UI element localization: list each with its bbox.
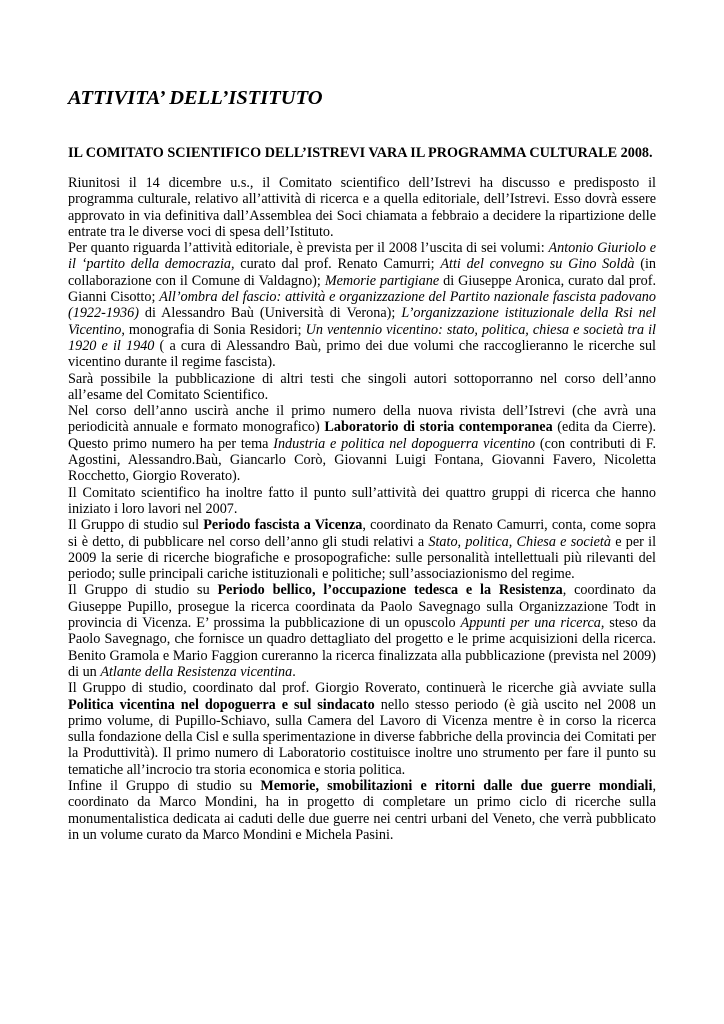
italic-title-text: Industria e politica nel dopoguerra vicentino [273,435,536,452]
paragraph-text: Il Gruppo di studio, coordinato dal prof. Giorgio Roverato, continuerà le ricerche già avviate sulla [68,680,656,697]
italic-title-text: Un ventennio vicentino: stato, politica, chiesa e società tra il 1920 e il 1940 [68,321,656,354]
paragraph-text: e per il 2009 la serie di ricerche biografiche e prosopografiche: sulle personalità intellettuali più rilevanti del periodo; sulle principali cariche istituzionali e politiche; sull’associazionismo del regime. [68,533,657,583]
paragraph [68,175,656,240]
paragraph [68,680,656,778]
paragraph-text: nello stesso periodo (è già uscito nel 2008 un primo volume, di Pupillo-Schiavo, sulla Camera del Lavoro di Vicenza mentre è in corso la ricerca sulla fondazione della Cisl e sulla sperimentazione in diverse fabbriche della provincia dei Comitati per la Produttività). Il primo numero di Laboratorio costituisce inoltre uno strumento per fare il punto su tematiche all’incrocio tra storia economica e storia politica. [68,696,656,778]
italic-title-text: Stato, politica, Chiesa e società [428,533,611,550]
paragraph [68,403,656,484]
paragraph-text: di Giuseppe Aronica, curato dal prof. Gianni Cisotto; [68,272,656,306]
paragraph [68,517,656,582]
italic-title-text: Antonio Giuriolo e il ‘partito della democrazia [68,240,656,273]
paragraph-text: (con contributi di F. Agostini, Alessandro.Baù, Giancarlo Corò, Giovanni Luigi Fontana, Giovanni Favero, Nicoletta Rocchetto, Giorgio Roverato). [68,435,656,485]
bold-topic-text: Periodo fascista a Vicenza [203,517,363,534]
paragraph-text: Il Gruppo di studio sul [68,517,204,534]
italic-title-text: Atti del convegno su Gino Soldà [440,256,635,273]
italic-title-text: Appunti per una ricerca [460,615,601,632]
paragraph-text: , coordinato da Marco Mondini, ha in progetto di completare un primo ciclo di ricerche sulla monumentalistica dedicata ai caduti delle due guerre nei centri urbani del Veneto, che verrà pubblicato in un volume curato da Marco Mondini e Michela Pasini. [68,777,656,843]
paragraph-text: Sarà possibile la pubblicazione di altri testi che singoli autori sottoporranno nel corso dell’anno all’esame del Comitato Scientifico. [68,370,656,403]
italic-title-text: Memorie partigiane [324,272,440,289]
paragraph-text: , coordinato da Renato Camurri, conta, come sopra si è detto, di pubblicare nel corso dell’anno gli studi relativi a [68,517,656,550]
paragraph-text: Il Comitato scientifico ha inoltre fatto il punto sull’attività dei quattro gruppi di ricerca che hanno iniziato i loro lavori nel 2007. [68,484,656,517]
paragraph-text: Per quanto riguarda l’attività editoriale, è prevista per il 2008 l’uscita di sei volumi: [68,240,549,257]
bold-topic-text: Periodo bellico, l’occupazione tedesca e la Resistenza [217,582,563,599]
paragraph-text: , curato dal prof. Renato Camurri; [231,256,441,273]
paragraph [68,778,656,843]
paragraph [68,371,656,404]
paragraph-text: (edita da Cierre). Questo primo numero ha per tema [68,419,656,452]
paragraph-text: , coordinato da Giuseppe Pupillo, prosegue la ricerca coordinata da Paolo Savegnago sulla Organizzazione Todt in provincia di Vicenza. E’ prossima la pubblicazione di un opuscolo [68,582,656,632]
bold-topic-text: Laboratorio di storia contemporanea [324,419,553,436]
paragraph-text: Il Gruppo di studio su [68,582,218,599]
bold-topic-text: Memorie, smobilitazioni e ritorni dalle due guerre mondiali [260,777,653,794]
italic-title-text: All’ombra del fascio: attività e organizzazione del Partito nazionale fascista padovano (1922-1936) [68,289,656,322]
italic-title-text: L’organizzazione istituzionale della Rsi nel Vicentino [68,305,656,338]
article-body [68,175,656,843]
paragraph [68,485,656,518]
paragraph-text: , monografia di Sonia Residori; [121,321,306,338]
paragraph-text: ( a cura di Alessandro Baù, primo dei due volumi che raccoglieranno le ricerche sul vicentino durante il regime fascista). [68,337,656,371]
bold-topic-text: Politica vicentina nel dopoguerra e sul sindacato [68,696,375,713]
paragraph-text: (in collaborazione con il Comune di Valdagno); [68,256,657,289]
paragraph-text: Riunitosi il 14 dicembre u.s., il Comitato scientifico dell’Istrevi ha discusso e predisposto il programma culturale, relativo all’attività di ricerca e a quella editoriale, dell’Istrevi. Esso dovrà essere approvato in via definitiva dall’Assemblea dei Soci chiamata a febbraio a decidere la ripartizione delle entrate tra le diverse voci di spesa dell’Istituto. [68,175,656,240]
paragraph [68,582,656,680]
paragraph-text: di Alessandro Baù (Università di Verona); [138,305,402,322]
section-title: ATTIVITA’ DELL’ISTITUTO [68,87,323,109]
article-heading: IL COMITATO SCIENTIFICO DELL’ISTREVI VARA IL PROGRAMMA CULTURALE 2008. [68,145,653,161]
paragraph-text: , steso da Paolo Savegnago, che fornisce un quadro dettagliato del progetto e le prime acquisizioni della ricerca. Benito Gramola e Mario Faggion cureranno la ricerca finalizzata alla pubblicazione (prevista nel 2009) di un [68,615,656,680]
italic-title-text: Atlante della Resistenza vicentina [100,663,293,680]
document-page [68,86,656,843]
paragraph-text: Infine il Gruppo di studio su [68,777,261,794]
paragraph-text: Nel corso dell’anno uscirà anche il primo numero della nuova rivista dell’Istrevi (che avrà una periodicità annuale e formato monografico) [68,403,656,436]
paragraph [68,240,656,370]
paragraph-text: . [292,663,296,680]
